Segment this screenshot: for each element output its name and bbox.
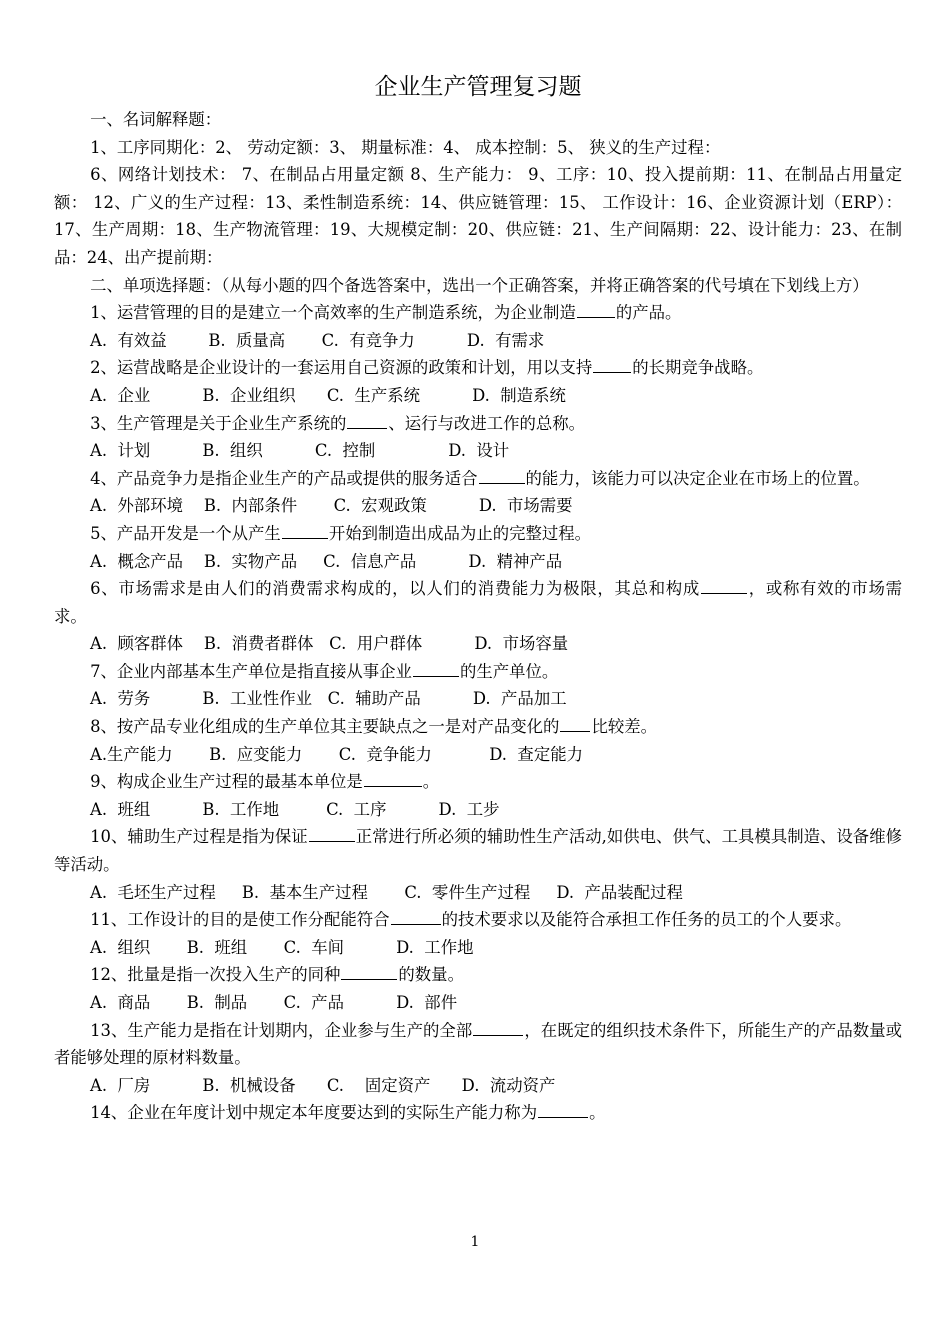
question-3 — [54, 410, 902, 438]
question-9 — [54, 768, 902, 796]
question-text-end: 的长期竞争战略。 — [632, 358, 764, 378]
answer-options: A. 概念产品 B. 实物产品 C. 信息产品 D. 精神产品 — [90, 551, 563, 571]
answer-options: A. 商品 B. 制品 C. 产品 D. 部件 — [90, 993, 458, 1012]
question-8 — [54, 713, 902, 741]
section-heading-terms: 一、名词解释题： — [90, 110, 222, 129]
question-text-end: 的产品。 — [615, 303, 682, 323]
answer-blank[interactable] — [577, 302, 615, 319]
question-text: 4、产品竞争力是指企业生产的产品或提供的服务适合 — [90, 468, 478, 488]
question-4 — [54, 465, 902, 493]
answer-blank[interactable] — [473, 1019, 523, 1036]
answer-options: A. 计划 B. 组织 C. 控制 D. 设计 — [90, 441, 510, 461]
question-10 — [54, 823, 902, 878]
question-7 — [54, 658, 902, 686]
question-text: 13、生产能力是指在计划期内，企业参与生产的全部 — [90, 1020, 473, 1040]
question-text-end: 。 — [589, 1103, 606, 1123]
question-text-end: 正常进行所必须的辅助性生产活动,如供电、供气、工具模具制造、设备维修等活动。 — [54, 827, 902, 875]
answer-blank[interactable] — [309, 826, 355, 843]
answer-options: A. 厂房 B. 机械设备 C. 固定资产 D. 流动资产 — [90, 1075, 556, 1095]
answer-blank[interactable] — [341, 964, 397, 981]
question-text-end: ，在既定的组织技术条件下，所能生产的产品数量或者能够处理的原材料数量。 — [54, 1020, 903, 1068]
answer-options: A. 毛坯生产过程 B. 基本生产过程 C. 零件生产过程 D. 产品装配过程 — [90, 882, 683, 902]
question-text-end: ，或称有效的市场需求。 — [54, 579, 902, 626]
question-text: 6、市场需求是由人们的消费需求构成的，以人们的消费能力为极限，其总和构成 — [90, 579, 701, 599]
answer-blank[interactable] — [538, 1102, 588, 1119]
answer-options: A. 顾客群体 B. 消费者群体 C. 用户群体 D. 市场容量 — [90, 634, 569, 654]
question-text: 14、企业在年度计划中规定本年度要达到的实际生产能力称为 — [90, 1103, 538, 1123]
question-text-end: 开始到制造出成品为止的完整过程。 — [328, 523, 592, 543]
question-2 — [54, 354, 902, 382]
question-text: 5、产品开发是一个从产生 — [90, 523, 281, 543]
question-list — [54, 299, 902, 1127]
question-14 — [54, 1099, 902, 1127]
answer-blank[interactable] — [560, 715, 590, 732]
question-5 — [54, 520, 902, 548]
answer-options: A. 班组 B. 工作地 C. 工序 D. 工步 — [90, 799, 500, 819]
answer-options: A. 外部环境 B. 内部条件 C. 宏观政策 D. 市场需要 — [90, 496, 573, 516]
question-text: 8、按产品专业化组成的生产单位其主要缺点之一是对产品变化的 — [90, 717, 560, 737]
answer-blank[interactable] — [479, 467, 525, 484]
question-text-end: 的技术要求以及能符合承担工作任务的员工的个人要求。 — [441, 910, 852, 930]
answer-blank[interactable] — [391, 909, 441, 926]
question-12 — [54, 961, 902, 989]
document-page — [54, 70, 902, 1127]
question-text: 11、工作设计的目的是使工作分配能符合 — [90, 910, 390, 930]
question-text: 9、构成企业生产过程的最基本单位是 — [90, 772, 363, 792]
question-text-end: 的生产单位。 — [459, 661, 559, 681]
terms-line-1: 1、工序同期化：2、 劳动定额：3、 期量标准：4、 成本控制：5、 狭义的生产过程： — [90, 137, 721, 157]
page-title: 企业生产管理复习题 — [374, 74, 582, 100]
question-text-end: 的数量。 — [398, 965, 464, 985]
answer-options: A.生产能力 B. 应变能力 C. 竞争能力 D. 查定能力 — [90, 744, 583, 764]
question-text-end: 的能力，该能力可以决定企业在市场上的位置。 — [525, 468, 870, 488]
section-heading-choice: 二、单项选择题：（从每小题的四个备选答案中，选出一个正确答案，并将正确答案的代号填在下划线上方） — [90, 275, 869, 295]
question-text: 3、生产管理是关于企业生产系统的 — [90, 413, 347, 433]
question-text: 1、运营管理的目的是建立一个高效率的生产制造系统，为企业制造 — [90, 303, 576, 323]
question-1 — [54, 299, 902, 327]
answer-options: A. 企业 B. 企业组织 C. 生产系统 D. 制造系统 — [90, 385, 566, 405]
answer-blank[interactable] — [282, 522, 328, 539]
answer-blank[interactable] — [413, 660, 459, 677]
question-text-end: 比较差。 — [591, 717, 658, 737]
terms-line-2: 6、网络计划技术： 7、在制品占用量定额 8、生产能力： 9、工序：10、投入提前期：11、在制品占用量定额： 12、广义的生产过程：13、柔性制造系统：14、供应链管理：15、 工作设计：16、企业资源计划（ERP）：17、生产周期：18、生产物流管理：19、大规模定制：20、供应链：21、生产间隔期：22、设计能力：23、在制品：24、出产提前期： — [54, 165, 902, 267]
page-number: 1 — [470, 1234, 480, 1250]
question-text-end: 。 — [422, 772, 440, 792]
answer-options: A. 组织 B. 班组 C. 车间 D. 工作地 — [90, 937, 474, 957]
question-13 — [54, 1017, 902, 1072]
answer-options: A. 有效益 B. 质量高 C. 有竞争力 D. 有需求 — [90, 330, 545, 350]
question-text-end: 、运行与改进工作的总称。 — [388, 413, 586, 433]
answer-blank[interactable] — [364, 771, 422, 788]
question-11 — [54, 906, 902, 934]
question-text: 7、企业内部基本生产单位是指直接从事企业 — [90, 661, 412, 681]
answer-options: A. 劳务 B. 工业性作业 C. 辅助产品 D. 产品加工 — [90, 689, 567, 709]
question-text: 2、运营战略是企业设计的一套运用自己资源的政策和计划，用以支持 — [90, 358, 593, 378]
answer-blank[interactable] — [701, 578, 747, 595]
answer-blank[interactable] — [593, 357, 631, 374]
question-text: 12、批量是指一次投入生产的同种 — [90, 965, 341, 985]
question-text: 10、辅助生产过程是指为保证 — [90, 827, 308, 847]
question-6 — [54, 575, 902, 630]
answer-blank[interactable] — [347, 412, 387, 429]
